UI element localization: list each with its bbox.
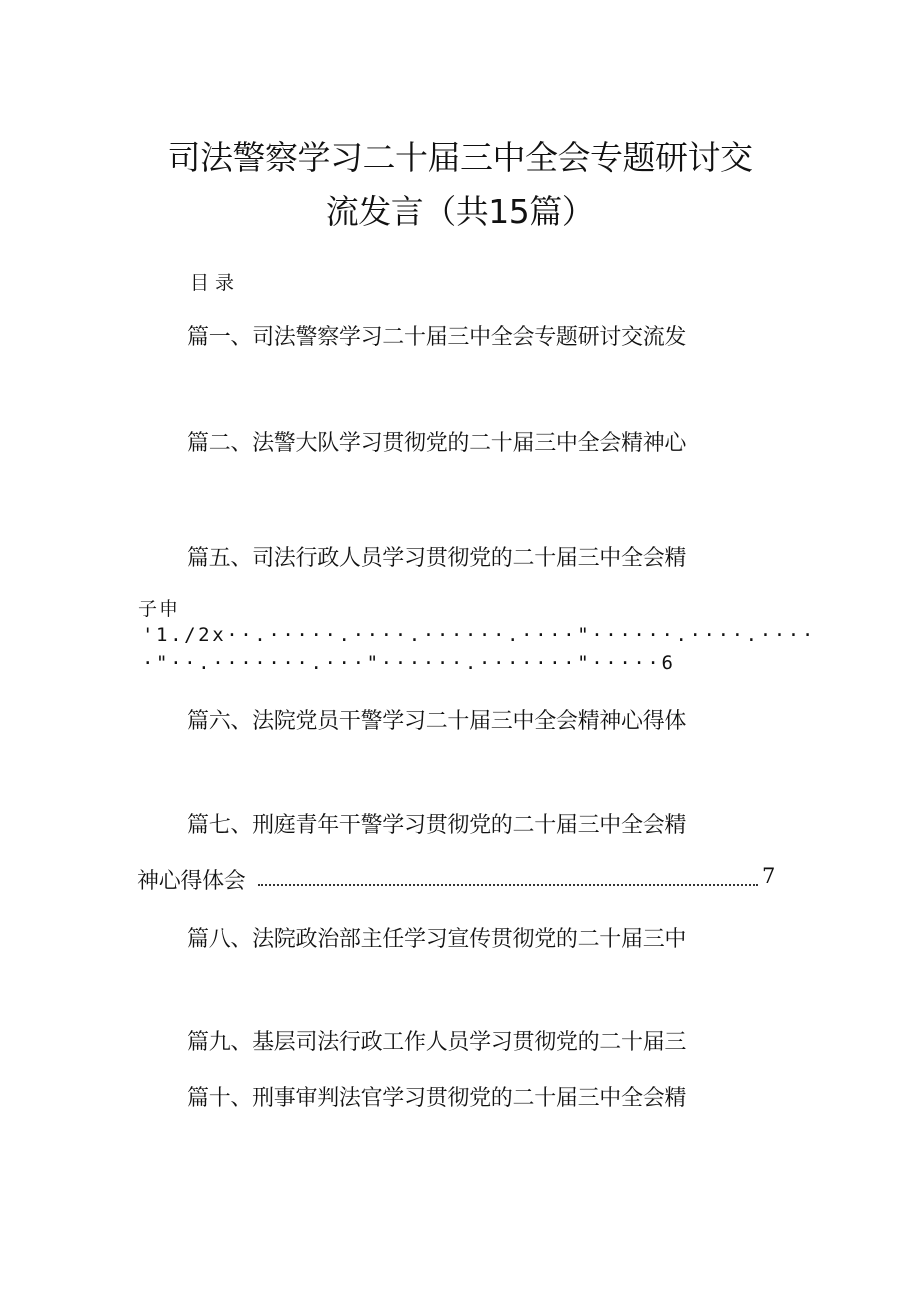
toc-entry-7[interactable]: 篇七、刑庭青年干警学习贯彻党的二十届三中全会精 (187, 813, 687, 838)
toc-entry-1[interactable]: 篇一、司法警察学习二十届三中全会专题研讨交流发 (187, 325, 687, 350)
toc-garbled-text-3: ·"··.·······.···"······.·······"·····6 (142, 652, 676, 674)
toc-entry-5[interactable]: 篇五、司法行政人员学习贯彻党的二十届三中全会精 (187, 546, 687, 571)
toc-entry-7-continuation[interactable]: 神心得体会 (137, 869, 246, 894)
toc-entry-7-page-number: 7 (762, 864, 776, 888)
toc-heading: 目录 (190, 272, 241, 294)
toc-entry-8[interactable]: 篇八、法院政治部主任学习宣传贯彻党的二十届三中 (187, 927, 687, 952)
toc-entry-2[interactable]: 篇二、法警大队学习贯彻党的二十届三中全会精神心 (187, 431, 687, 456)
document-title-line-1: 司法警察学习二十届三中全会专题研讨交 (167, 138, 753, 177)
toc-entry-6[interactable]: 篇六、法院党员干警学习二十届三中全会精神心得体 (187, 709, 687, 734)
toc-garbled-text-2: '1./2x··.·····.····.······.····"······.····.···· (142, 624, 816, 646)
toc-entry-9[interactable]: 篇九、基层司法行政工作人员学习贯彻党的二十届三 (187, 1030, 687, 1055)
toc-dot-leader (258, 884, 758, 886)
toc-garbled-text-1: 子申 (138, 598, 181, 620)
document-title-line-2: 流发言（共15篇） (325, 192, 595, 231)
toc-entry-10[interactable]: 篇十、刑事审判法官学习贯彻党的二十届三中全会精 (187, 1086, 687, 1111)
